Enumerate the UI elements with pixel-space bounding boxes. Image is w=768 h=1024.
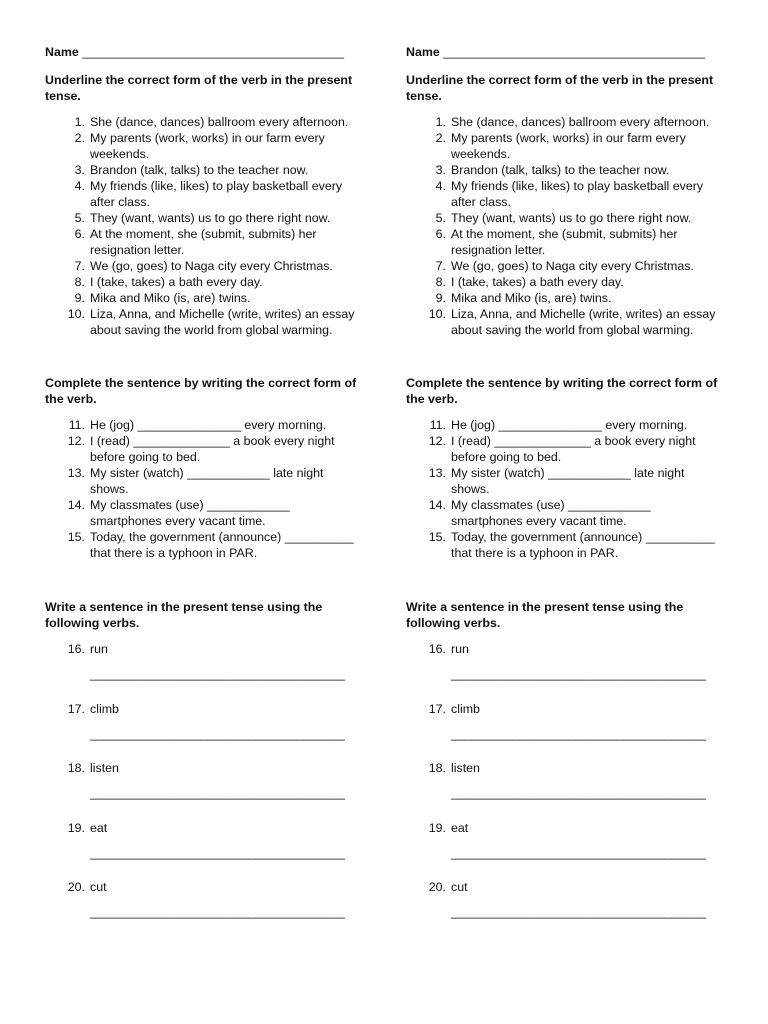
item-number: 1. [74,115,85,129]
item-text: Today, the government (announce) __________ [90,530,354,544]
item-text: My classmates (use) ____________ [451,498,651,512]
heading-line: following verbs. [406,616,501,630]
list-item [406,274,734,290]
answer-line[interactable]: _____________________________________ [90,726,345,741]
item-number: 13. [67,466,85,480]
item-number: 10. [428,307,446,321]
heading-line: tense. [45,89,81,103]
list-item [45,210,373,226]
item-number: 13. [428,466,446,480]
item-text: He (jog) _______________ every morning. [90,418,327,432]
name-blank[interactable]: ______________________________________ [82,45,345,59]
item-text: Brandon (talk, talks) to the teacher now. [90,163,309,177]
answer-line[interactable]: _____________________________________ [90,667,345,681]
list-item [406,306,734,338]
complete-list [45,417,373,561]
list-item [406,417,734,433]
item-number: 6. [435,227,446,241]
verb-label: run [451,642,469,656]
list-item [45,497,373,529]
list-item [406,226,734,258]
write-item [45,879,373,919]
write-item [406,641,734,681]
list-item [406,210,734,226]
item-text: I (take, takes) a bath every day. [451,275,624,289]
item-text: about saving the world from global warming. [90,323,333,337]
heading-line: tense. [406,89,442,103]
item-number: 17. [67,701,85,716]
list-item [406,130,734,162]
item-text: shows. [451,482,490,496]
item-text: I (read) ______________ a book every night [90,434,335,448]
item-number: 8. [74,275,85,289]
item-text: before going to bed. [451,450,562,464]
worksheet-right [406,44,734,919]
list-item [406,529,734,561]
item-text: She (dance, dances) ballroom every afternoon. [90,115,349,129]
section-underline [45,72,373,338]
item-number: 9. [435,291,446,305]
section-complete-heading [45,375,373,407]
item-number: 16. [428,642,446,656]
section-complete [45,375,373,561]
section-complete [406,375,734,561]
list-item [45,306,373,338]
answer-line[interactable]: _____________________________________ [451,726,706,741]
item-number: 8. [435,275,446,289]
list-item [45,130,373,162]
list-item [45,114,373,130]
item-text: resignation letter. [451,243,546,257]
write-prompt [406,879,734,895]
item-number: 14. [428,498,446,512]
item-number: 9. [74,291,85,305]
item-text: after class. [451,195,511,209]
write-item [406,701,734,741]
list-item [406,114,734,130]
item-number: 3. [435,163,446,177]
verb-label: run [90,642,108,656]
item-text: smartphones every vacant time. [451,514,627,528]
item-number: 1. [435,115,446,129]
complete-list [406,417,734,561]
item-text: weekends. [90,147,150,161]
item-text: They (want, wants) us to go there right now. [90,211,331,225]
list-item [45,465,373,497]
list-item [406,258,734,274]
name-field [406,44,734,61]
item-text: I (take, takes) a bath every day. [90,275,263,289]
list-item [45,274,373,290]
write-item [45,820,373,860]
heading-line: Write a sentence in the present tense using the [45,600,323,614]
list-item [45,529,373,561]
item-number: 17. [428,701,446,716]
heading-line: Underline the correct form of the verb in the present [45,73,353,87]
list-item [45,162,373,178]
answer-line[interactable]: _____________________________________ [451,905,706,919]
item-number: 18. [67,761,85,775]
verb-label: eat [90,820,108,835]
list-item [406,497,734,529]
item-number: 10. [67,307,85,321]
write-prompt [45,641,373,657]
item-number: 2. [435,131,446,145]
answer-line[interactable]: _____________________________________ [451,667,706,681]
item-number: 2. [74,131,85,145]
item-text: We (go, goes) to Naga city every Christmas. [451,259,694,273]
heading-line: Underline the correct form of the verb in the present [406,73,714,87]
item-text: Liza, Anna, and Michelle (write, writes) an essay [451,307,716,321]
verb-label: listen [90,761,119,775]
item-text: that there is a typhoon in PAR. [451,546,619,560]
worksheet-left [45,44,373,919]
verb-label: cut [451,880,468,894]
item-text: resignation letter. [90,243,185,257]
heading-line: the verb. [45,392,97,406]
answer-line[interactable]: _____________________________________ [90,845,345,860]
name-field [45,44,373,61]
item-text: My friends (like, likes) to play basketball every [451,179,704,193]
item-number: 12. [67,434,85,448]
underline-list [406,114,734,338]
answer-line[interactable]: _____________________________________ [90,905,345,919]
write-item [45,701,373,741]
item-text: My classmates (use) ____________ [90,498,290,512]
write-prompt [45,760,373,776]
item-text: She (dance, dances) ballroom every afternoon. [451,115,710,129]
item-number: 12. [428,434,446,448]
write-prompt [45,820,373,836]
item-number: 5. [74,211,85,225]
item-text: I (read) ______________ a book every night [451,434,696,448]
write-item [406,760,734,800]
item-text: At the moment, she (submit, submits) her [90,227,317,241]
list-item [406,433,734,465]
write-item [406,820,734,860]
item-number: 11. [429,418,446,432]
list-item [406,465,734,497]
item-text: shows. [90,482,129,496]
verb-label: climb [451,701,480,716]
verb-label: eat [451,820,469,835]
item-text: My sister (watch) ____________ late night [451,466,685,480]
heading-line: Write a sentence in the present tense using the [406,600,684,614]
write-prompt [45,879,373,895]
item-text: Today, the government (announce) __________ [451,530,715,544]
answer-line[interactable]: _____________________________________ [451,845,706,860]
heading-line: the verb. [406,392,458,406]
item-text: My friends (like, likes) to play basketball every [90,179,343,193]
item-number: 4. [435,179,446,193]
item-number: 19. [428,820,446,835]
verb-label: listen [451,761,480,775]
section-underline-heading [406,72,734,104]
list-item [45,417,373,433]
item-number: 20. [67,880,85,894]
item-number: 15. [67,530,85,544]
item-text: Liza, Anna, and Michelle (write, writes) an essay [90,307,355,321]
section-write-heading [406,599,734,631]
item-number: 6. [74,227,85,241]
item-number: 18. [428,761,446,775]
name-blank[interactable]: ______________________________________ [443,45,706,59]
write-item [45,760,373,800]
item-text: They (want, wants) us to go there right now. [451,211,692,225]
heading-line: following verbs. [45,616,140,630]
item-number: 16. [67,642,85,656]
verb-label: cut [90,880,107,894]
answer-line[interactable]: _____________________________________ [451,786,706,800]
section-write [45,599,373,919]
verb-label: climb [90,701,119,716]
list-item [45,178,373,210]
item-text: before going to bed. [90,450,201,464]
item-number: 5. [435,211,446,225]
item-text: about saving the world from global warming. [451,323,694,337]
item-number: 20. [428,880,446,894]
list-item [45,290,373,306]
section-underline-heading [45,72,373,104]
item-number: 15. [428,530,446,544]
write-item [406,879,734,919]
item-text: Brandon (talk, talks) to the teacher now. [451,163,670,177]
item-text: He (jog) _______________ every morning. [451,418,688,432]
item-text: Mika and Miko (is, are) twins. [90,291,251,305]
section-underline [406,72,734,338]
item-text: Mika and Miko (is, are) twins. [451,291,612,305]
section-write-heading [45,599,373,631]
item-text: smartphones every vacant time. [90,514,266,528]
write-item [45,641,373,681]
section-write [406,599,734,919]
section-complete-heading [406,375,734,407]
write-prompt [406,820,734,836]
item-number: 4. [74,179,85,193]
item-text: weekends. [451,147,511,161]
write-prompt [406,701,734,717]
list-item [406,290,734,306]
item-text: We (go, goes) to Naga city every Christmas. [90,259,333,273]
item-text: My parents (work, works) in our farm every [451,131,686,145]
item-number: 19. [67,820,85,835]
item-number: 14. [67,498,85,512]
item-text: My sister (watch) ____________ late night [90,466,324,480]
item-text: My parents (work, works) in our farm every [90,131,325,145]
list-item [45,226,373,258]
name-label: Name [45,45,79,59]
list-item [406,162,734,178]
item-number: 11. [68,418,85,432]
item-text: that there is a typhoon in PAR. [90,546,258,560]
heading-line: Complete the sentence by writing the correct form of [45,376,357,390]
underline-list [45,114,373,338]
answer-line[interactable]: _____________________________________ [90,786,345,800]
item-number: 7. [435,259,446,273]
write-prompt [406,641,734,657]
list-item [406,178,734,210]
heading-line: Complete the sentence by writing the correct form of [406,376,718,390]
item-text: after class. [90,195,150,209]
name-label: Name [406,45,440,59]
item-text: At the moment, she (submit, submits) her [451,227,678,241]
list-item [45,258,373,274]
item-number: 7. [74,259,85,273]
item-number: 3. [74,163,85,177]
write-prompt [406,760,734,776]
write-prompt [45,701,373,717]
list-item [45,433,373,465]
